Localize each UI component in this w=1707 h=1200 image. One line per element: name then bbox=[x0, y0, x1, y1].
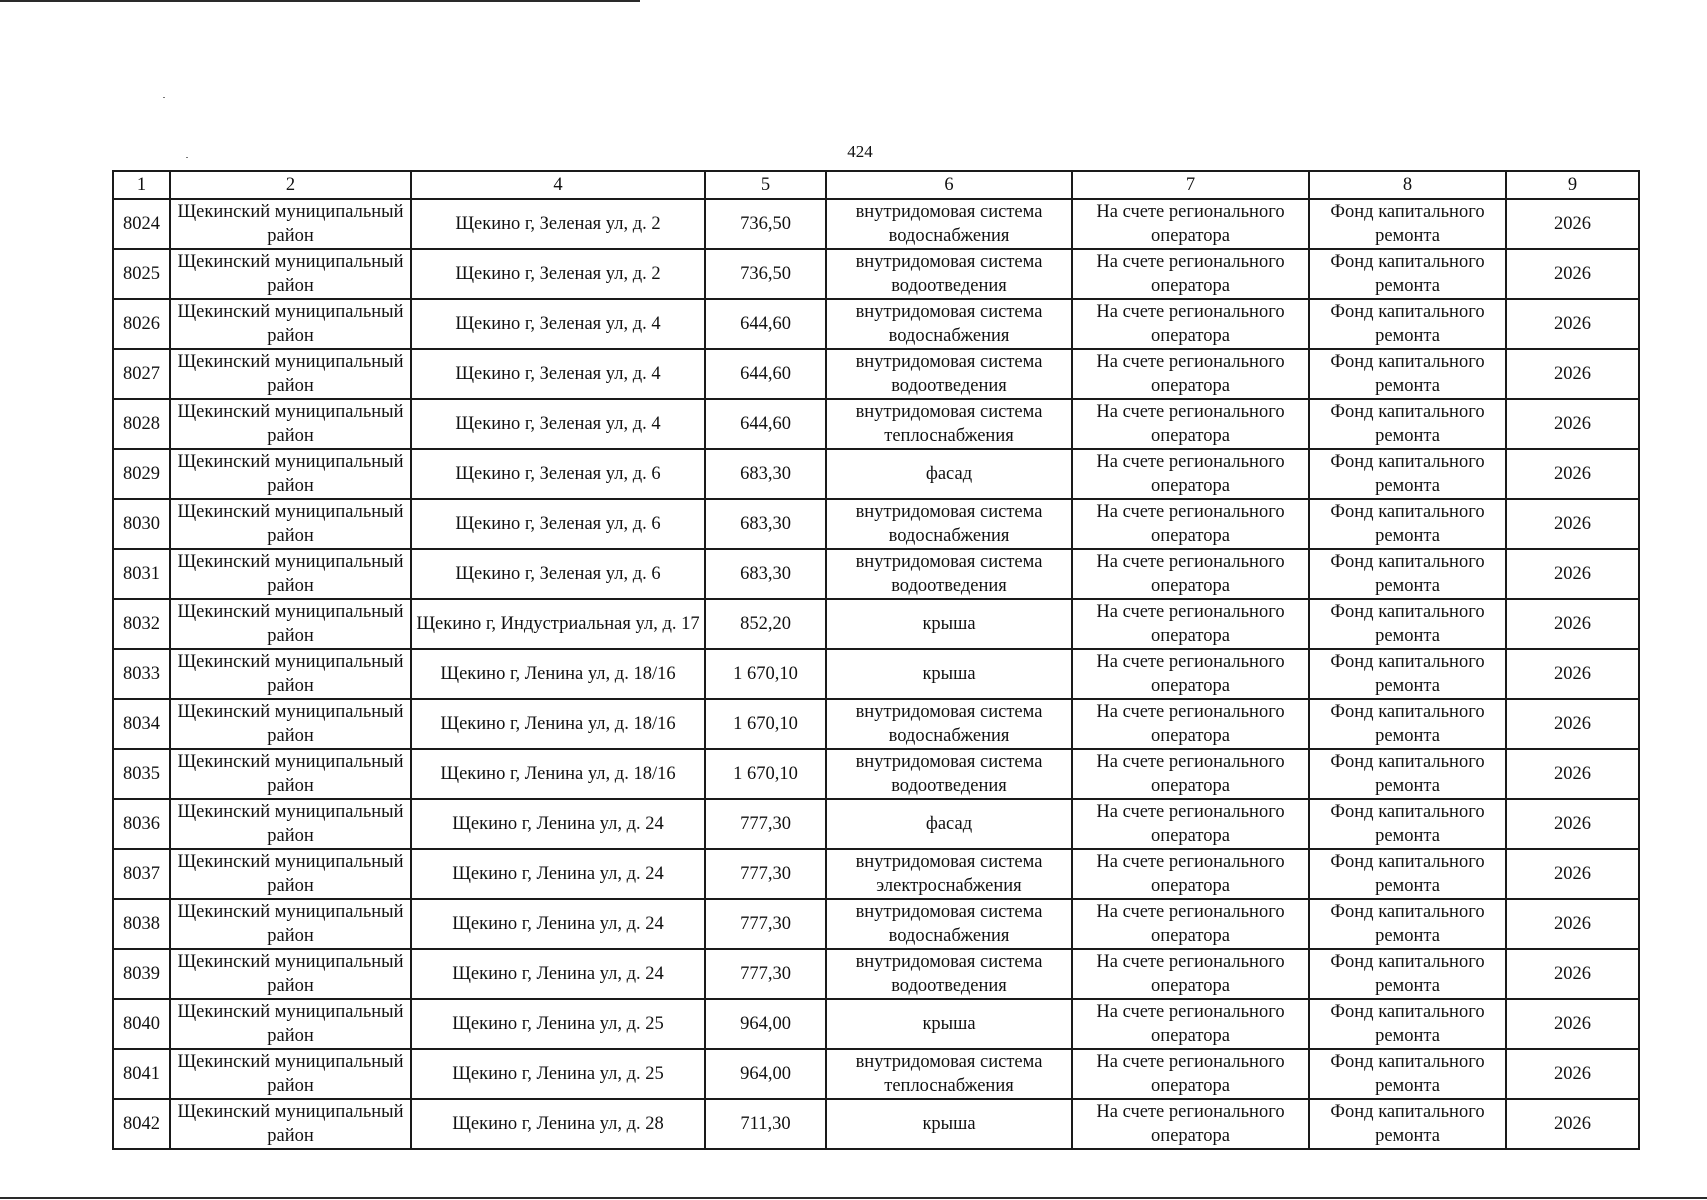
work-type-cell: внутридомовая система водоснабжения bbox=[826, 299, 1072, 349]
work-type-cell: крыша bbox=[826, 1099, 1072, 1149]
account-cell: На счете регионального оператора bbox=[1072, 399, 1309, 449]
column-header: 5 bbox=[705, 171, 826, 199]
scan-border-bottom bbox=[0, 1197, 1707, 1199]
district-cell: Щекинский муниципальный район bbox=[170, 849, 411, 899]
column-header: 1 bbox=[113, 171, 170, 199]
account-cell: На счете регионального оператора bbox=[1072, 199, 1309, 249]
area-cell: 964,00 bbox=[705, 1049, 826, 1099]
account-cell: На счете регионального оператора bbox=[1072, 1049, 1309, 1099]
district-cell: Щекинский муниципальный район bbox=[170, 649, 411, 699]
table-row bbox=[113, 649, 1639, 699]
table-row bbox=[113, 299, 1639, 349]
table-row bbox=[113, 249, 1639, 299]
table-row bbox=[113, 399, 1639, 449]
work-type-cell: внутридомовая система водоотведения bbox=[826, 749, 1072, 799]
address-cell: Щекино г, Ленина ул, д. 24 bbox=[411, 799, 705, 849]
year-cell: 2026 bbox=[1506, 749, 1639, 799]
column-header: 4 bbox=[411, 171, 705, 199]
address-cell: Щекино г, Ленина ул, д. 28 bbox=[411, 1099, 705, 1149]
work-type-cell: внутридомовая система водоотведения bbox=[826, 249, 1072, 299]
year-cell: 2026 bbox=[1506, 199, 1639, 249]
funding-source-cell: Фонд капитального ремонта bbox=[1309, 299, 1506, 349]
funding-source-cell: Фонд капитального ремонта bbox=[1309, 499, 1506, 549]
row-number-cell: 8027 bbox=[113, 349, 170, 399]
district-cell: Щекинский муниципальный район bbox=[170, 749, 411, 799]
row-number-cell: 8037 bbox=[113, 849, 170, 899]
account-cell: На счете регионального оператора bbox=[1072, 949, 1309, 999]
work-type-cell: крыша bbox=[826, 599, 1072, 649]
scan-speck bbox=[163, 97, 165, 98]
district-cell: Щекинский муниципальный район bbox=[170, 899, 411, 949]
district-cell: Щекинский муниципальный район bbox=[170, 549, 411, 599]
table-row bbox=[113, 749, 1639, 799]
row-number-cell: 8031 bbox=[113, 549, 170, 599]
row-number-cell: 8033 bbox=[113, 649, 170, 699]
account-cell: На счете регионального оператора bbox=[1072, 549, 1309, 599]
account-cell: На счете регионального оператора bbox=[1072, 699, 1309, 749]
year-cell: 2026 bbox=[1506, 899, 1639, 949]
account-cell: На счете регионального оператора bbox=[1072, 1099, 1309, 1149]
account-cell: На счете регионального оператора bbox=[1072, 599, 1309, 649]
year-cell: 2026 bbox=[1506, 1049, 1639, 1099]
row-number-cell: 8029 bbox=[113, 449, 170, 499]
table-row bbox=[113, 449, 1639, 499]
area-cell: 736,50 bbox=[705, 199, 826, 249]
table-row bbox=[113, 599, 1639, 649]
area-cell: 711,30 bbox=[705, 1099, 826, 1149]
work-type-cell: фасад bbox=[826, 449, 1072, 499]
year-cell: 2026 bbox=[1506, 699, 1639, 749]
district-cell: Щекинский муниципальный район bbox=[170, 599, 411, 649]
district-cell: Щекинский муниципальный район bbox=[170, 449, 411, 499]
funding-source-cell: Фонд капитального ремонта bbox=[1309, 799, 1506, 849]
funding-source-cell: Фонд капитального ремонта bbox=[1309, 549, 1506, 599]
funding-source-cell: Фонд капитального ремонта bbox=[1309, 699, 1506, 749]
area-cell: 1 670,10 bbox=[705, 699, 826, 749]
district-cell: Щекинский муниципальный район bbox=[170, 699, 411, 749]
address-cell: Щекино г, Зеленая ул, д. 2 bbox=[411, 249, 705, 299]
district-cell: Щекинский муниципальный район bbox=[170, 399, 411, 449]
address-cell: Щекино г, Ленина ул, д. 18/16 bbox=[411, 699, 705, 749]
row-number-cell: 8024 bbox=[113, 199, 170, 249]
year-cell: 2026 bbox=[1506, 499, 1639, 549]
area-cell: 777,30 bbox=[705, 849, 826, 899]
funding-source-cell: Фонд капитального ремонта bbox=[1309, 199, 1506, 249]
area-cell: 777,30 bbox=[705, 949, 826, 999]
year-cell: 2026 bbox=[1506, 249, 1639, 299]
table-row bbox=[113, 949, 1639, 999]
account-cell: На счете регионального оператора bbox=[1072, 349, 1309, 399]
work-type-cell: внутридомовая система водоснабжения bbox=[826, 699, 1072, 749]
account-cell: На счете регионального оператора bbox=[1072, 249, 1309, 299]
area-cell: 964,00 bbox=[705, 999, 826, 1049]
area-cell: 1 670,10 bbox=[705, 649, 826, 699]
table-row bbox=[113, 349, 1639, 399]
funding-source-cell: Фонд капитального ремонта bbox=[1309, 1049, 1506, 1099]
year-cell: 2026 bbox=[1506, 649, 1639, 699]
row-number-cell: 8030 bbox=[113, 499, 170, 549]
funding-source-cell: Фонд капитального ремонта bbox=[1309, 749, 1506, 799]
table-row bbox=[113, 849, 1639, 899]
row-number-cell: 8036 bbox=[113, 799, 170, 849]
address-cell: Щекино г, Зеленая ул, д. 4 bbox=[411, 399, 705, 449]
year-cell: 2026 bbox=[1506, 349, 1639, 399]
table-row bbox=[113, 199, 1639, 249]
column-header: 8 bbox=[1309, 171, 1506, 199]
work-type-cell: внутридомовая система водоснабжения bbox=[826, 499, 1072, 549]
work-type-cell: внутридомовая система теплоснабжения bbox=[826, 1049, 1072, 1099]
address-cell: Щекино г, Ленина ул, д. 18/16 bbox=[411, 749, 705, 799]
address-cell: Щекино г, Зеленая ул, д. 6 bbox=[411, 549, 705, 599]
row-number-cell: 8026 bbox=[113, 299, 170, 349]
year-cell: 2026 bbox=[1506, 299, 1639, 349]
district-cell: Щекинский муниципальный район bbox=[170, 249, 411, 299]
area-cell: 777,30 bbox=[705, 899, 826, 949]
row-number-cell: 8028 bbox=[113, 399, 170, 449]
funding-source-cell: Фонд капитального ремонта bbox=[1309, 1099, 1506, 1149]
district-cell: Щекинский муниципальный район bbox=[170, 499, 411, 549]
address-cell: Щекино г, Зеленая ул, д. 6 bbox=[411, 499, 705, 549]
district-cell: Щекинский муниципальный район bbox=[170, 1049, 411, 1099]
district-cell: Щекинский муниципальный район bbox=[170, 1099, 411, 1149]
row-number-cell: 8032 bbox=[113, 599, 170, 649]
address-cell: Щекино г, Зеленая ул, д. 6 bbox=[411, 449, 705, 499]
area-cell: 644,60 bbox=[705, 299, 826, 349]
row-number-cell: 8034 bbox=[113, 699, 170, 749]
row-number-cell: 8025 bbox=[113, 249, 170, 299]
funding-source-cell: Фонд капитального ремонта bbox=[1309, 599, 1506, 649]
account-cell: На счете регионального оператора bbox=[1072, 799, 1309, 849]
work-type-cell: внутридомовая система теплоснабжения bbox=[826, 399, 1072, 449]
header-row bbox=[113, 171, 1639, 199]
account-cell: На счете регионального оператора bbox=[1072, 849, 1309, 899]
area-cell: 644,60 bbox=[705, 349, 826, 399]
work-type-cell: внутридомовая система водоснабжения bbox=[826, 899, 1072, 949]
funding-source-cell: Фонд капитального ремонта bbox=[1309, 899, 1506, 949]
row-number-cell: 8039 bbox=[113, 949, 170, 999]
district-cell: Щекинский муниципальный район bbox=[170, 999, 411, 1049]
area-cell: 683,30 bbox=[705, 499, 826, 549]
area-cell: 852,20 bbox=[705, 599, 826, 649]
address-cell: Щекино г, Ленина ул, д. 25 bbox=[411, 1049, 705, 1099]
work-type-cell: внутридомовая система водоснабжения bbox=[826, 199, 1072, 249]
funding-source-cell: Фонд капитального ремонта bbox=[1309, 249, 1506, 299]
account-cell: На счете регионального оператора bbox=[1072, 749, 1309, 799]
year-cell: 2026 bbox=[1506, 799, 1639, 849]
table-row bbox=[113, 1099, 1639, 1149]
address-cell: Щекино г, Ленина ул, д. 24 bbox=[411, 949, 705, 999]
column-header: 7 bbox=[1072, 171, 1309, 199]
work-type-cell: внутридомовая система водоотведения bbox=[826, 549, 1072, 599]
address-cell: Щекино г, Ленина ул, д. 25 bbox=[411, 999, 705, 1049]
column-header: 6 bbox=[826, 171, 1072, 199]
table-row bbox=[113, 1049, 1639, 1099]
row-number-cell: 8040 bbox=[113, 999, 170, 1049]
work-type-cell: внутридомовая система электроснабжения bbox=[826, 849, 1072, 899]
account-cell: На счете регионального оператора bbox=[1072, 999, 1309, 1049]
year-cell: 2026 bbox=[1506, 999, 1639, 1049]
work-type-cell: крыша bbox=[826, 999, 1072, 1049]
account-cell: На счете регионального оператора bbox=[1072, 499, 1309, 549]
funding-source-cell: Фонд капитального ремонта bbox=[1309, 349, 1506, 399]
year-cell: 2026 bbox=[1506, 449, 1639, 499]
district-cell: Щекинский муниципальный район bbox=[170, 949, 411, 999]
year-cell: 2026 bbox=[1506, 599, 1639, 649]
address-cell: Щекино г, Ленина ул, д. 24 bbox=[411, 849, 705, 899]
account-cell: На счете регионального оператора bbox=[1072, 899, 1309, 949]
address-cell: Щекино г, Ленина ул, д. 24 bbox=[411, 899, 705, 949]
year-cell: 2026 bbox=[1506, 849, 1639, 899]
district-cell: Щекинский муниципальный район bbox=[170, 349, 411, 399]
area-cell: 683,30 bbox=[705, 449, 826, 499]
row-number-cell: 8035 bbox=[113, 749, 170, 799]
address-cell: Щекино г, Индустриальная ул, д. 17 bbox=[411, 599, 705, 649]
funding-source-cell: Фонд капитального ремонта bbox=[1309, 999, 1506, 1049]
work-type-cell: внутридомовая система водоотведения bbox=[826, 949, 1072, 999]
funding-source-cell: Фонд капитального ремонта bbox=[1309, 649, 1506, 699]
address-cell: Щекино г, Зеленая ул, д. 4 bbox=[411, 349, 705, 399]
table-row bbox=[113, 549, 1639, 599]
area-cell: 644,60 bbox=[705, 399, 826, 449]
funding-source-cell: Фонд капитального ремонта bbox=[1309, 449, 1506, 499]
funding-source-cell: Фонд капитального ремонта bbox=[1309, 399, 1506, 449]
table-row bbox=[113, 499, 1639, 549]
column-header: 2 bbox=[170, 171, 411, 199]
district-cell: Щекинский муниципальный район bbox=[170, 299, 411, 349]
table-row bbox=[113, 699, 1639, 749]
area-cell: 736,50 bbox=[705, 249, 826, 299]
district-cell: Щекинский муниципальный район bbox=[170, 199, 411, 249]
address-cell: Щекино г, Зеленая ул, д. 2 bbox=[411, 199, 705, 249]
area-cell: 1 670,10 bbox=[705, 749, 826, 799]
scan-border-top bbox=[0, 0, 640, 2]
work-type-cell: фасад bbox=[826, 799, 1072, 849]
district-cell: Щекинский муниципальный район bbox=[170, 799, 411, 849]
capital-repair-table bbox=[112, 170, 1640, 1150]
page-number: 424 bbox=[847, 142, 873, 161]
column-header: 9 bbox=[1506, 171, 1639, 199]
table-row bbox=[113, 899, 1639, 949]
row-number-cell: 8042 bbox=[113, 1099, 170, 1149]
funding-source-cell: Фонд капитального ремонта bbox=[1309, 849, 1506, 899]
table-row bbox=[113, 999, 1639, 1049]
year-cell: 2026 bbox=[1506, 949, 1639, 999]
table-row bbox=[113, 799, 1639, 849]
work-type-cell: крыша bbox=[826, 649, 1072, 699]
year-cell: 2026 bbox=[1506, 549, 1639, 599]
year-cell: 2026 bbox=[1506, 399, 1639, 449]
funding-source-cell: Фонд капитального ремонта bbox=[1309, 949, 1506, 999]
area-cell: 683,30 bbox=[705, 549, 826, 599]
account-cell: На счете регионального оператора bbox=[1072, 649, 1309, 699]
address-cell: Щекино г, Ленина ул, д. 18/16 bbox=[411, 649, 705, 699]
table-body bbox=[113, 199, 1639, 1149]
account-cell: На счете регионального оператора bbox=[1072, 449, 1309, 499]
address-cell: Щекино г, Зеленая ул, д. 4 bbox=[411, 299, 705, 349]
row-number-cell: 8038 bbox=[113, 899, 170, 949]
row-number-cell: 8041 bbox=[113, 1049, 170, 1099]
area-cell: 777,30 bbox=[705, 799, 826, 849]
work-type-cell: внутридомовая система водоотведения bbox=[826, 349, 1072, 399]
year-cell: 2026 bbox=[1506, 1099, 1639, 1149]
account-cell: На счете регионального оператора bbox=[1072, 299, 1309, 349]
